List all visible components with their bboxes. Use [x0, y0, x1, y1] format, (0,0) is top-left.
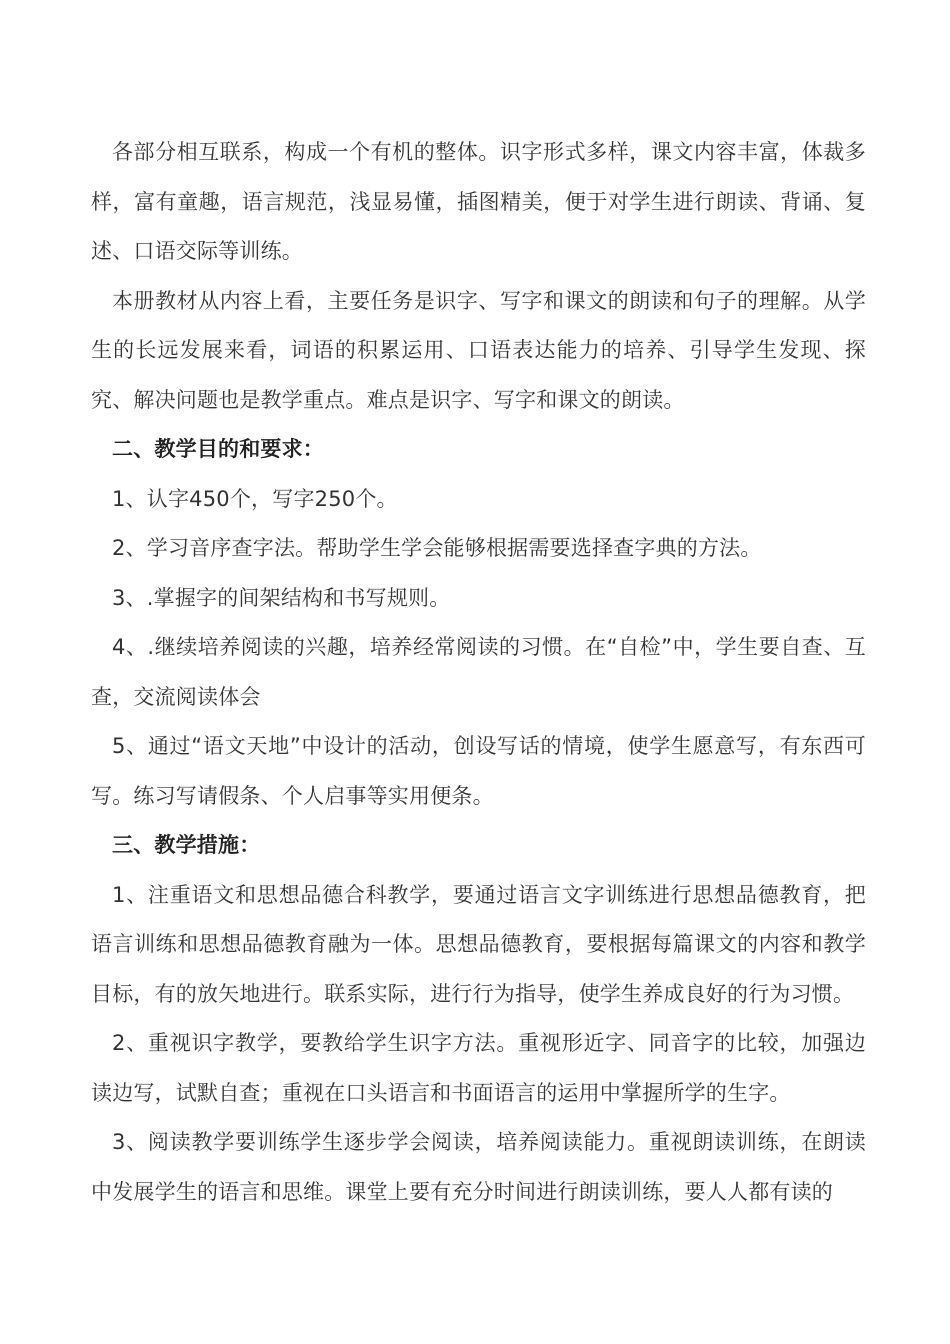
- section-heading-goals: 二、教学目的和要求：: [112, 437, 324, 461]
- paragraph-tasks-focus: 本册教材从内容上看，主要任务是识字、写字和课文的朗读和句子的理解。从学生的长远发展来看，词语的积累运用、口语表达能力的培养、引导学生发现、探究、解决问题也是教学重点。难点是识字、写字和课文的朗读。: [91, 288, 866, 412]
- measure-item-1: 1、注重语文和思想品德合科教学，要通过语言文字训练进行思想品德教育，把语言训练和思想品德教育融为一体。思想品德教育，要根据每篇课文的内容和教学目标，有的放矢地进行。联系实际，进行行为指导，使学生养成良好的行为习惯。: [91, 882, 866, 1006]
- paragraph-intro-structure: 各部分相互联系，构成一个有机的整体。识字形式多样，课文内容丰富，体裁多样，富有童趣，语言规范，浅显易懂，插图精美，便于对学生进行朗读、背诵、复述、口语交际等训练。: [91, 140, 866, 263]
- goal-item-1: 1、认字450个，写字250个。: [112, 486, 398, 511]
- measure-item-3: 3、阅读教学要训练学生逐步学会阅读，培养阅读能力。重视朗读训练，在朗读中发展学生的语言和思维。课堂上要有充分时间进行朗读训练，要人人都有读的: [91, 1130, 866, 1204]
- goal-item-5: 5、通过“语文天地”中设计的活动，创设写话的情境，使学生愿意写，有东西可写。练习写请假条、个人启事等实用便条。: [91, 734, 866, 808]
- goal-item-2: 2、学习音序查字法。帮助学生学会能够根据需要选择查字典的方法。: [112, 536, 762, 560]
- goal-item-4: 4、.继续培养阅读的兴趣，培养经常阅读的习惯。在“自检”中，学生要自查、互查，交流阅读体会: [91, 635, 866, 709]
- goal-item-3: 3、.掌握字的间架结构和书写规则。: [112, 585, 451, 610]
- document-body: [91, 128, 866, 1217]
- section-heading-measures: 三、教学措施：: [112, 833, 261, 857]
- measure-item-2: 2、重视识字教学，要教给学生识字方法。重视形近字、同音字的比较，加强边读边写，试默自查；重视在口头语言和书面语言的运用中掌握所学的生字。: [91, 1031, 866, 1105]
